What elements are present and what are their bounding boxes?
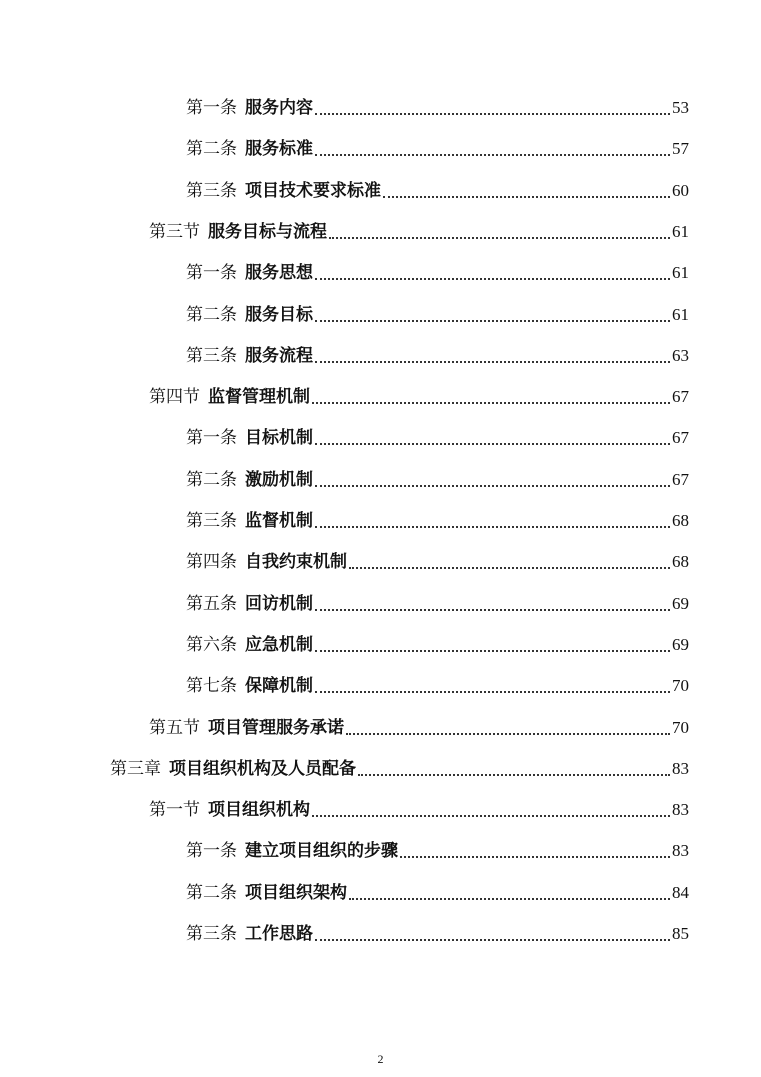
toc-dot-leader: [346, 732, 670, 735]
toc-dot-leader: [315, 277, 670, 280]
toc-entry[interactable]: [149, 220, 689, 244]
toc-entry-number: 第四条: [186, 552, 237, 573]
toc-entry[interactable]: [186, 261, 689, 285]
toc-entry-page: 67: [672, 469, 689, 489]
toc-entry-number: 第二条: [186, 469, 237, 490]
toc-entry-page: 67: [672, 428, 689, 448]
toc-dot-leader: [315, 442, 670, 445]
toc-entry-number: 第五节: [149, 717, 200, 738]
toc-entry-number: 第一条: [186, 841, 237, 862]
toc-entry-title: 激励机制: [245, 469, 313, 490]
toc-dot-leader: [312, 401, 670, 404]
toc-entry-number: 第一条: [186, 428, 237, 449]
toc-entry-number: 第三条: [186, 180, 237, 201]
toc-entry-title: 服务流程: [245, 345, 313, 366]
toc-entry[interactable]: [186, 881, 689, 905]
toc-entry[interactable]: [186, 509, 689, 533]
toc-entry-title: 自我约束机制: [245, 552, 347, 573]
toc-entry[interactable]: [110, 757, 689, 781]
toc-entry-number: 第一条: [186, 98, 237, 118]
toc-entry[interactable]: [186, 179, 689, 203]
toc-entry[interactable]: [186, 674, 689, 698]
toc-entry-page: 63: [672, 345, 689, 365]
toc-entry[interactable]: [186, 633, 689, 657]
toc-entry-number: 第六条: [186, 634, 237, 655]
toc-entry-number: 第一条: [186, 263, 237, 284]
toc-entry-page: 57: [672, 139, 689, 159]
toc-entry-title: 服务目标: [245, 304, 313, 325]
toc-entry-title: 服务标准: [245, 139, 313, 160]
toc-dot-leader: [315, 319, 670, 322]
toc-entry[interactable]: [186, 344, 689, 368]
toc-dot-leader: [315, 608, 670, 611]
toc-dot-leader: [315, 525, 670, 528]
toc-entry-title: 监督管理机制: [208, 387, 310, 408]
toc-entry-page: 85: [672, 924, 689, 943]
toc-entry[interactable]: [149, 716, 689, 740]
toc-entry-page: 53: [672, 98, 689, 117]
toc-entry[interactable]: [186, 468, 689, 492]
toc-entry-page: 69: [672, 634, 689, 654]
toc-dot-leader: [349, 566, 670, 569]
toc-entry-page: 69: [672, 593, 689, 613]
toc-dot-leader: [315, 153, 670, 156]
toc-entry-page: 61: [672, 221, 689, 241]
toc-entry-number: 第三节: [149, 221, 200, 242]
toc-entry-title: 监督机制: [245, 511, 313, 531]
toc-dot-leader: [315, 690, 670, 693]
toc-entry-number: 第三条: [186, 345, 237, 366]
toc-entry-title: 项目技术要求标准: [245, 180, 381, 201]
toc-entry-title: 回访机制: [245, 593, 313, 614]
toc-entry-title: 应急机制: [245, 634, 313, 655]
toc-dot-leader: [315, 112, 670, 115]
toc-entry-title: 服务思想: [245, 263, 313, 284]
toc-entry-number: 第二条: [186, 882, 237, 903]
toc-entry[interactable]: [186, 839, 689, 863]
toc-entry[interactable]: [186, 550, 689, 574]
toc-entry-page: 61: [672, 263, 689, 283]
toc-dot-leader: [315, 484, 670, 487]
toc-entry-title: 项目组织架构: [245, 882, 347, 903]
toc-entry[interactable]: [149, 798, 689, 822]
toc-entry-title: 目标机制: [245, 428, 313, 449]
toc-entry[interactable]: [149, 385, 689, 409]
toc-entry[interactable]: [186, 922, 689, 946]
toc-entry-number: 第三章: [110, 758, 161, 779]
toc-dot-leader: [315, 360, 670, 363]
toc-entry[interactable]: [186, 137, 689, 161]
toc-entry-page: 68: [672, 552, 689, 572]
toc-dot-leader: [312, 814, 670, 817]
toc-entry[interactable]: [186, 303, 689, 327]
toc-entry-number: 第一节: [149, 800, 200, 821]
toc-entry[interactable]: [186, 96, 689, 120]
toc-entry-page: 68: [672, 511, 689, 530]
toc-entry-number: 第二条: [186, 304, 237, 325]
toc-entry-title: 服务目标与流程: [208, 221, 327, 242]
toc-entry-page: 70: [672, 717, 689, 737]
toc-entry-page: 61: [672, 304, 689, 324]
toc-entry[interactable]: [186, 426, 689, 450]
toc-entry-title: 项目组织机构及人员配备: [169, 758, 356, 779]
toc-dot-leader: [315, 649, 670, 652]
toc-entry-title: 建立项目组织的步骤: [245, 841, 398, 862]
toc-dot-leader: [400, 855, 670, 858]
toc-entry-title: 保障机制: [245, 676, 313, 697]
toc-entry-title: 项目管理服务承诺: [208, 717, 344, 738]
toc-entry-number: 第三条: [186, 924, 237, 944]
toc-entry-title: 项目组织机构: [208, 800, 310, 821]
toc-dot-leader: [315, 938, 670, 941]
page-number: 2: [377, 1052, 384, 1066]
toc-entry-number: 第七条: [186, 676, 237, 697]
toc-entry-number: 第五条: [186, 593, 237, 614]
toc-entry-page: 83: [672, 758, 689, 778]
toc-entry-page: 83: [672, 841, 689, 861]
toc-entry-page: 84: [672, 882, 689, 902]
toc-dot-leader: [383, 195, 670, 198]
toc-entry-number: 第二条: [186, 139, 237, 160]
toc-entry-page: 60: [672, 180, 689, 200]
toc-entry-page: 67: [672, 387, 689, 407]
toc-dot-leader: [358, 773, 670, 776]
toc-dot-leader: [349, 897, 670, 900]
toc-entry-page: 70: [672, 676, 689, 696]
toc-entry-title: 服务内容: [245, 98, 313, 118]
toc-entry-page: 83: [672, 800, 689, 820]
toc-entry-title: 工作思路: [245, 924, 313, 944]
toc-entry-number: 第三条: [186, 511, 237, 531]
toc-dot-leader: [329, 236, 670, 239]
toc-entry-number: 第四节: [149, 387, 200, 408]
toc-entry[interactable]: [186, 592, 689, 616]
